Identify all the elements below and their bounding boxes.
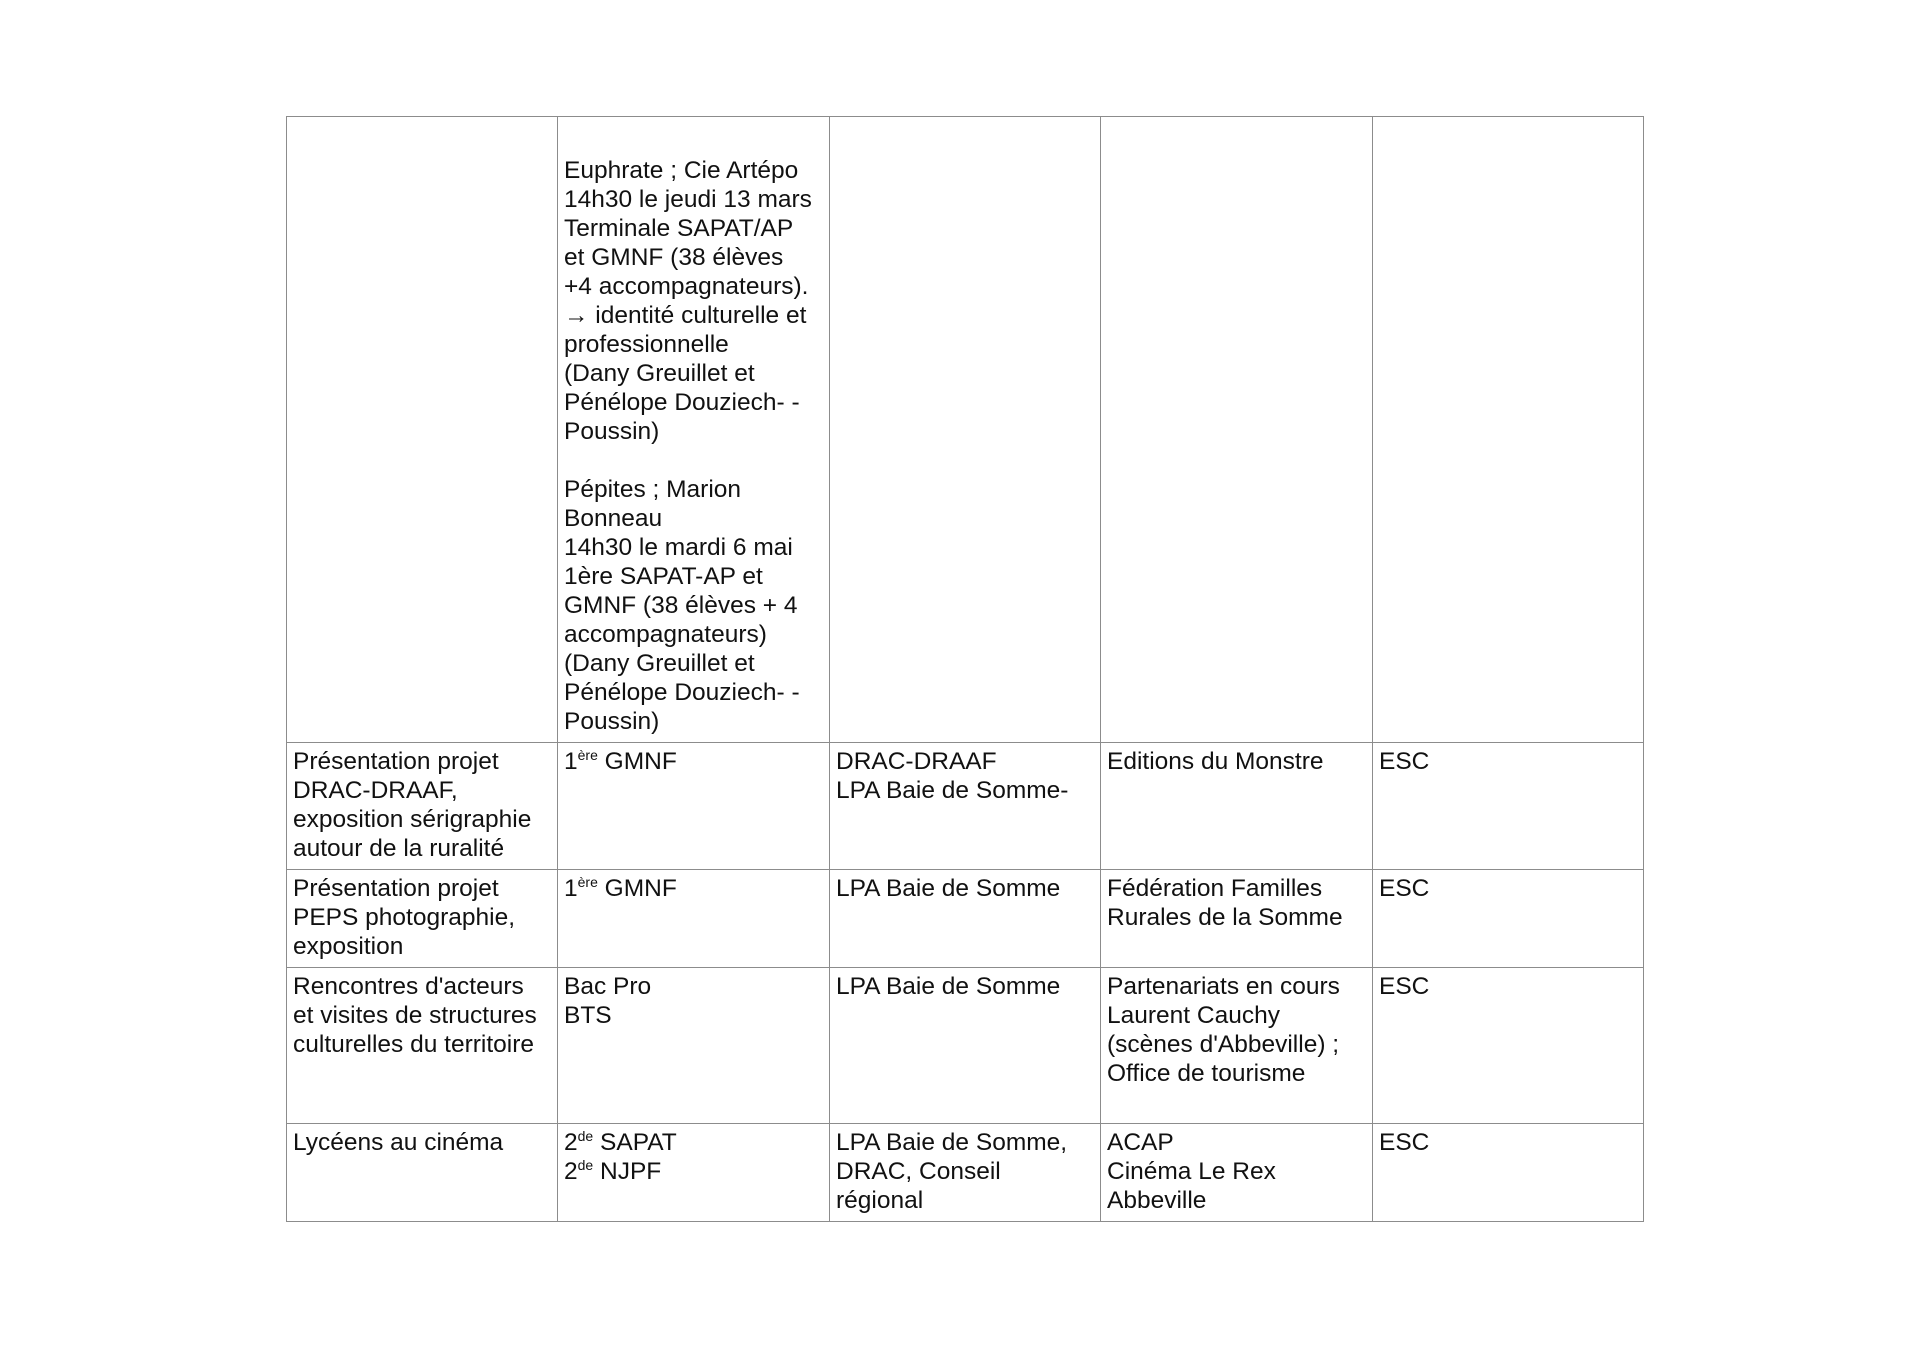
cell-line: Présentation projet <box>293 875 499 902</box>
cell-line: DRAC-DRAAF, <box>293 777 458 804</box>
cell-line: Abbeville <box>1107 1187 1207 1214</box>
class-level-superscript: ère <box>577 746 598 763</box>
table-cell-action <box>287 1124 558 1222</box>
table-cell-organizations <box>1101 870 1373 968</box>
cell-line: régional <box>836 1187 924 1214</box>
table-cell-responsible <box>1373 870 1644 968</box>
table-cell-partners <box>830 117 1101 743</box>
table-cell-partners <box>830 968 1101 1124</box>
cell-line <box>564 1128 823 1157</box>
table-row <box>287 117 1644 743</box>
cell-line: Pénélope Douziech- - <box>564 679 800 706</box>
cell-line: Editions du Monstre <box>1107 748 1324 775</box>
cell-line: Bac Pro <box>564 973 652 1000</box>
blank-line <box>564 446 823 475</box>
cell-line: Euphrate ; Cie Artépo <box>564 157 799 184</box>
cell-line: Office de tourisme <box>1107 1060 1306 1087</box>
cell-line: +4 accompagnateurs). <box>564 273 809 300</box>
table-cell-action <box>287 870 558 968</box>
partnership-table <box>286 116 1644 1222</box>
cell-line: ESC <box>1379 973 1430 1000</box>
table-cell-organizations <box>1101 743 1373 870</box>
cell-line: Partenariats en cours <box>1107 973 1340 1000</box>
cell-line <box>564 1157 823 1186</box>
cell-line: Pénélope Douziech- - <box>564 389 800 416</box>
table-cell-action <box>287 968 558 1124</box>
table-cell-action <box>287 743 558 870</box>
class-level-superscript: ère <box>577 873 598 890</box>
cell-line: autour de la ruralité <box>293 835 505 862</box>
cell-line: 1ère SAPAT-AP et <box>564 563 763 590</box>
class-name: NJPF <box>593 1158 662 1185</box>
cell-line: Lycéens au cinéma <box>293 1129 504 1156</box>
cell-line: ESC <box>1379 1129 1430 1156</box>
cell-line: Poussin) <box>564 708 660 735</box>
cell-line: exposition sérigraphie <box>293 806 532 833</box>
table-cell-responsible <box>1373 968 1644 1124</box>
table-cell-classes <box>558 968 830 1124</box>
cell-line: (scènes d'Abbeville) ; <box>1107 1031 1340 1058</box>
class-name: GMNF <box>597 875 677 902</box>
cell-line: Présentation projet <box>293 748 499 775</box>
cell-line: → identité culturelle et <box>564 302 807 329</box>
cell-line: 14h30 le mardi 6 mai <box>564 534 793 561</box>
cell-line: LPA Baie de Somme- <box>836 777 1069 804</box>
table-cell-classes <box>558 743 830 870</box>
table-cell-partners <box>830 743 1101 870</box>
cell-line: et visites de structures <box>293 1002 537 1029</box>
cell-line: (Dany Greuillet et <box>564 360 755 387</box>
cell-line: PEPS photographie, <box>293 904 516 931</box>
table-cell-classes <box>558 1124 830 1222</box>
table-cell-organizations <box>1101 968 1373 1124</box>
cell-line: professionnelle <box>564 331 729 358</box>
cell-line: Fédération Familles <box>1107 875 1323 902</box>
cell-line: accompagnateurs) <box>564 621 767 648</box>
cell-line: LPA Baie de Somme <box>836 973 1061 1000</box>
cell-line: (Dany Greuillet et <box>564 650 755 677</box>
cell-line: Cinéma Le Rex <box>1107 1158 1276 1185</box>
cell-line: 14h30 le jeudi 13 mars <box>564 186 812 213</box>
cell-line: BTS <box>564 1002 612 1029</box>
class-level: 1 <box>564 875 578 902</box>
table-cell-action <box>287 117 558 743</box>
cell-line: ACAP <box>1107 1129 1174 1156</box>
cell-line: Bonneau <box>564 505 663 532</box>
table-cell-classes <box>558 870 830 968</box>
cell-line: ESC <box>1379 748 1430 775</box>
class-name: GMNF <box>597 748 677 775</box>
table-cell-partners <box>830 1124 1101 1222</box>
cell-line: GMNF (38 élèves + 4 <box>564 592 798 619</box>
cell-line: exposition <box>293 933 404 960</box>
table-cell-organizations <box>1101 117 1373 743</box>
table-row <box>287 870 1644 968</box>
cell-line: DRAC, Conseil <box>836 1158 1001 1185</box>
cell-line: Terminale SAPAT/AP <box>564 215 794 242</box>
cell-line: Rencontres d'acteurs <box>293 973 524 1000</box>
class-level: 1 <box>564 748 578 775</box>
cell-line: Pépites ; Marion <box>564 476 742 503</box>
table-cell-classes <box>558 117 830 743</box>
class-level-superscript: de <box>577 1127 594 1144</box>
table-cell-responsible <box>1373 1124 1644 1222</box>
cell-line: LPA Baie de Somme <box>836 875 1061 902</box>
cell-line: culturelles du territoire <box>293 1031 535 1058</box>
table-cell-organizations <box>1101 1124 1373 1222</box>
cell-line: DRAC-DRAAF <box>836 748 997 775</box>
cell-line <box>564 874 823 903</box>
table-cell-partners <box>830 870 1101 968</box>
table-row <box>287 968 1644 1124</box>
class-level: 2 <box>564 1158 578 1185</box>
table-row <box>287 1124 1644 1222</box>
cell-line: Rurales de la Somme <box>1107 904 1343 931</box>
cell-line: LPA Baie de Somme, <box>836 1129 1068 1156</box>
cell-line: ESC <box>1379 875 1430 902</box>
table-cell-responsible <box>1373 117 1644 743</box>
class-name: SAPAT <box>593 1129 677 1156</box>
table-row <box>287 743 1644 870</box>
class-level-superscript: de <box>577 1156 594 1173</box>
cell-line <box>564 747 823 776</box>
cell-line: et GMNF (38 élèves <box>564 244 784 271</box>
table-cell-responsible <box>1373 743 1644 870</box>
cell-line: Laurent Cauchy <box>1107 1002 1280 1029</box>
cell-line: Poussin) <box>564 418 660 445</box>
class-level: 2 <box>564 1129 578 1156</box>
